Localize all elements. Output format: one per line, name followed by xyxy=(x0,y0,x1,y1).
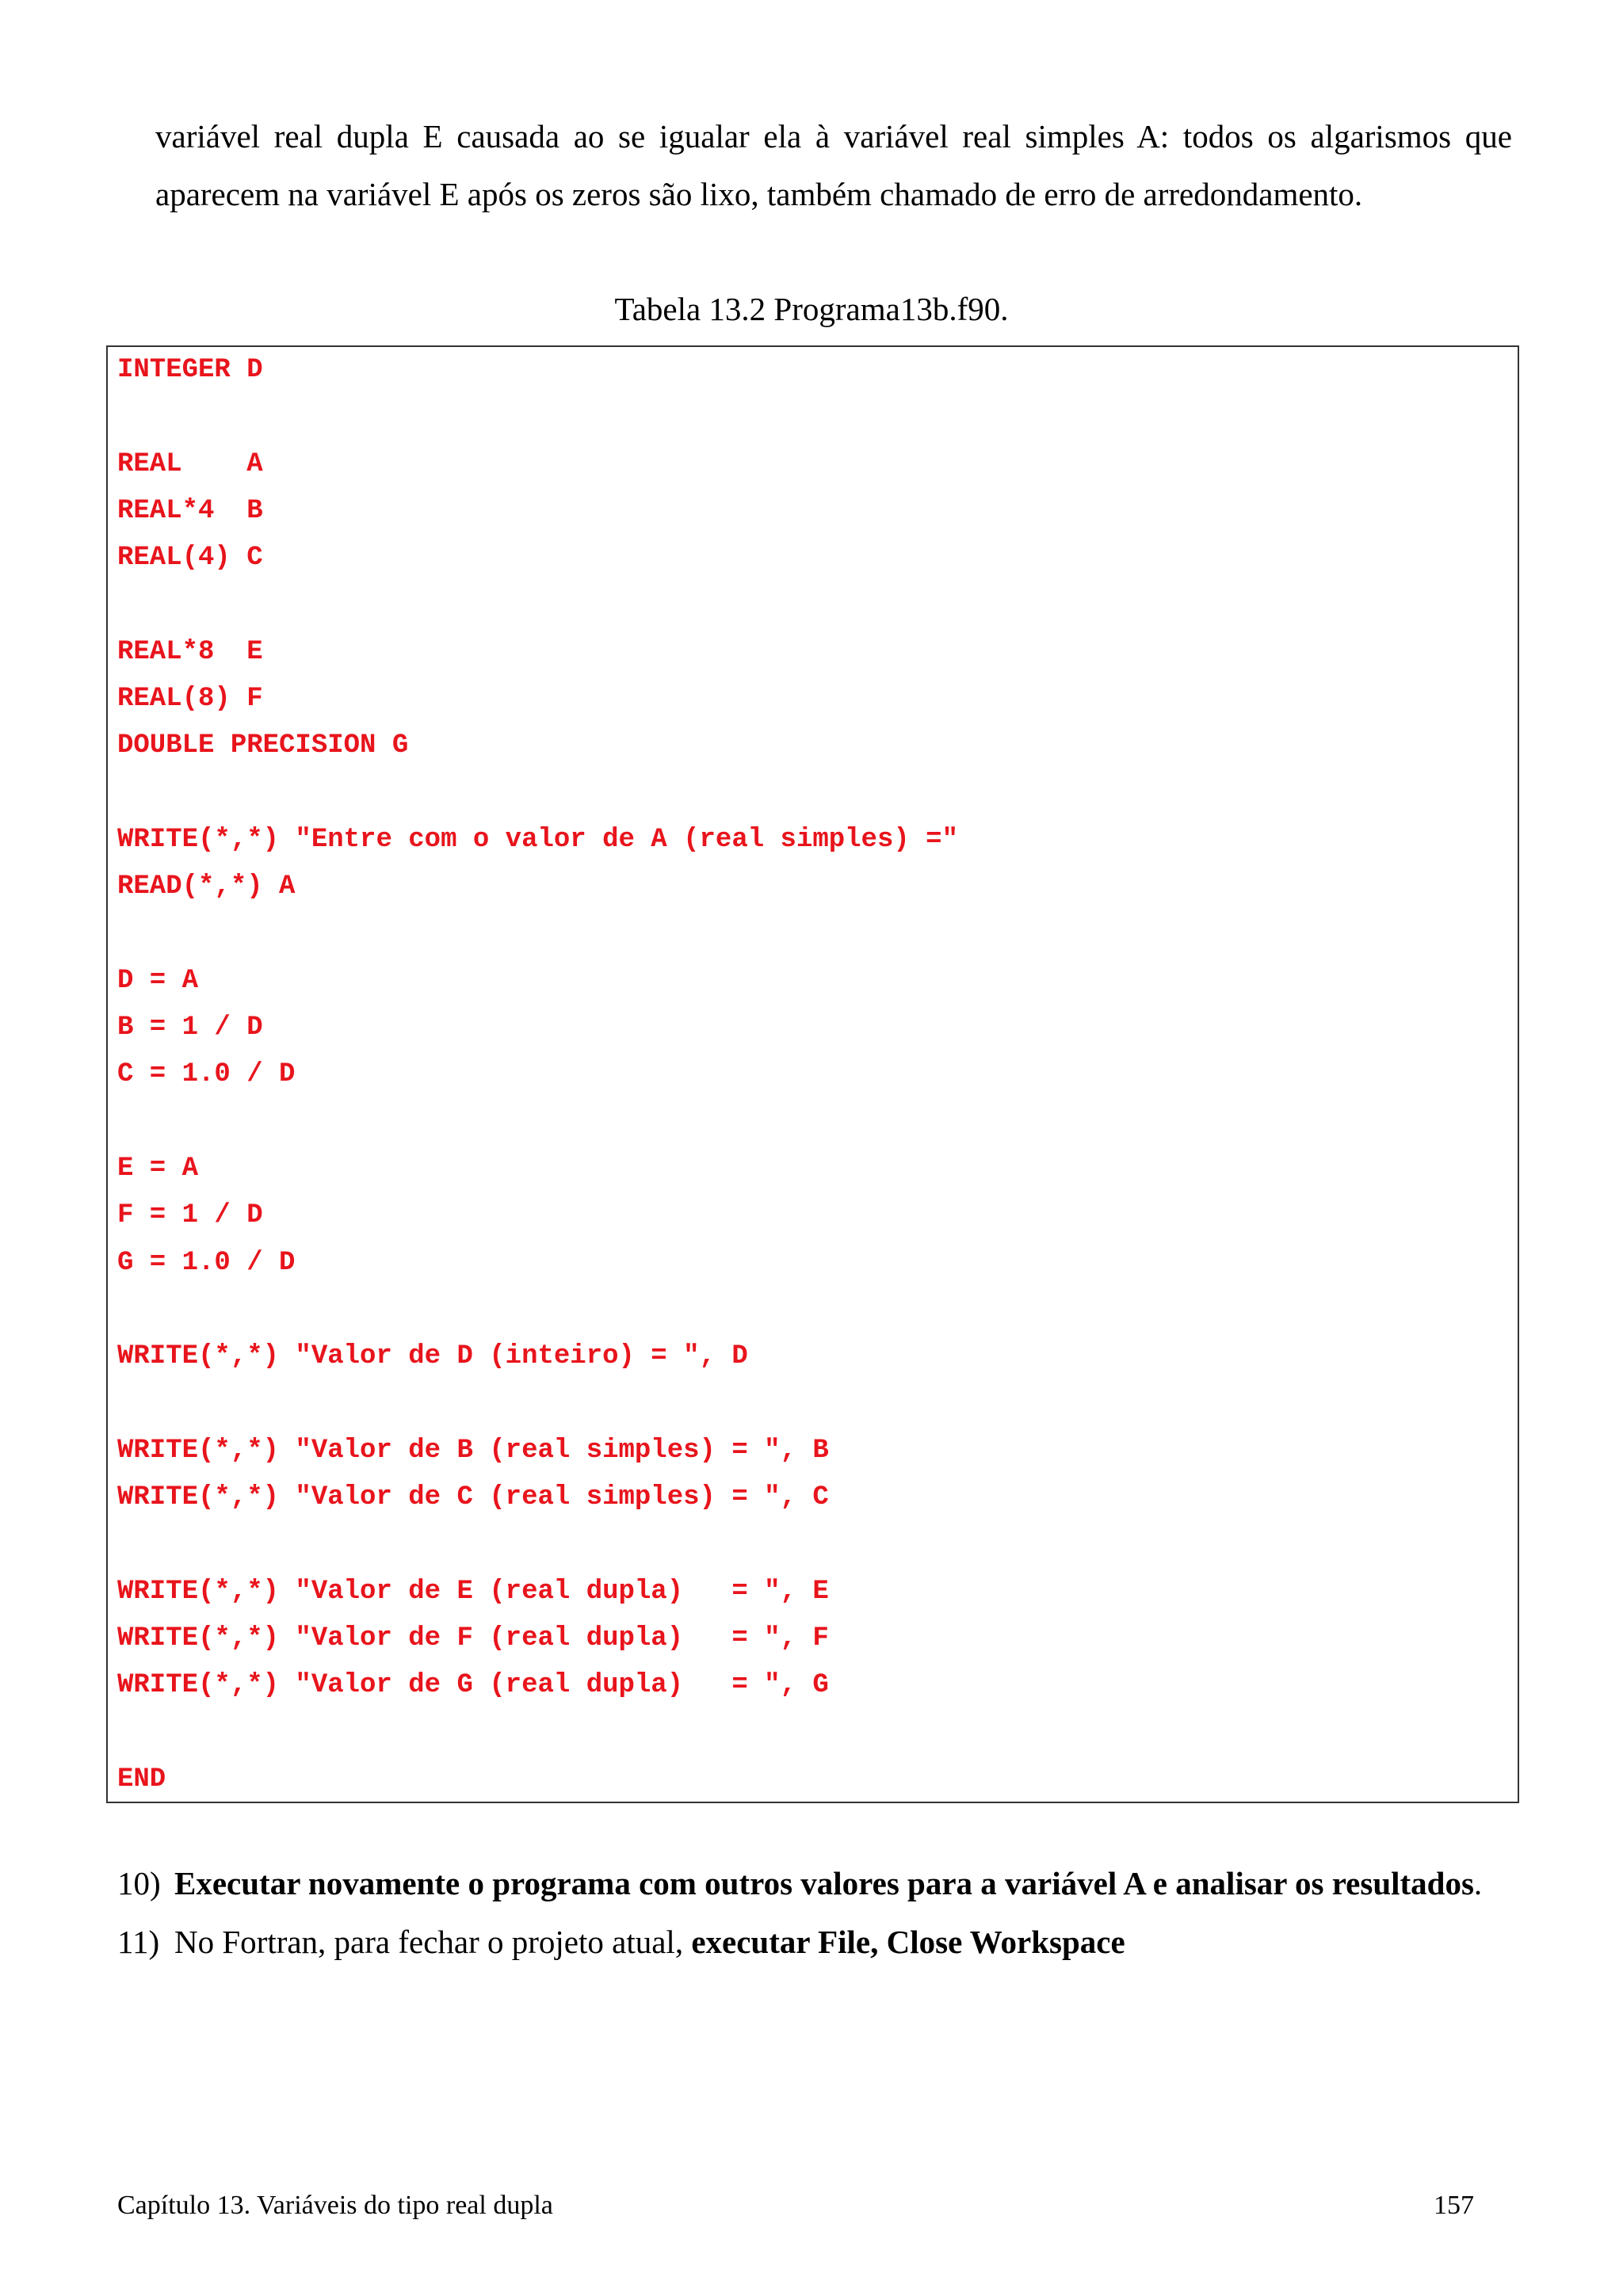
step-text: No Fortran, para fechar o projeto atual, xyxy=(174,1924,692,1960)
code-line: DOUBLE PRECISION G xyxy=(117,730,409,761)
code-line: REAL A xyxy=(117,448,263,479)
code-line: E = A xyxy=(117,1154,199,1184)
step-bold-text: Executar novamente o programa com outros valores para a variável A e analisar os resultados xyxy=(174,1865,1474,1901)
code-line xyxy=(117,582,1518,628)
code-line: REAL(4) C xyxy=(117,543,263,574)
code-line: WRITE(*,*) "Valor de F (real dupla) = ", F xyxy=(117,1623,829,1654)
code-line: WRITE(*,*) "Valor de D (inteiro) = ", D xyxy=(117,1341,748,1372)
code-line: WRITE(*,*) "Valor de C (real simples) = ", C xyxy=(117,1482,829,1513)
step-item xyxy=(117,1913,1528,1971)
code-line xyxy=(117,770,1518,817)
code-line xyxy=(117,394,1518,441)
code-line: REAL(8) F xyxy=(117,684,263,715)
step-item xyxy=(117,1854,1528,1913)
code-line xyxy=(117,1381,1518,1428)
code-line: READ(*,*) A xyxy=(117,871,296,902)
page-number: 157 xyxy=(1434,2191,1474,2220)
code-line: B = 1 / D xyxy=(117,1013,263,1043)
table-caption: Tabela 13.2 Programa13b.f90. xyxy=(614,291,1009,327)
step-tail: . xyxy=(1473,1865,1483,1901)
intro-paragraph: variável real dupla E causada ao se igualar ela à variável real simples A: todos os algarismos que aparecem na variável E após os zeros são lixo, também chamado de erro de arredondamento. xyxy=(155,118,1512,212)
code-line xyxy=(117,911,1518,958)
code-line: REAL*8 E xyxy=(117,636,263,667)
code-line: F = 1 / D xyxy=(117,1200,263,1231)
code-line: C = 1.0 / D xyxy=(117,1059,296,1090)
code-line: D = A xyxy=(117,965,199,996)
code-line xyxy=(117,1099,1518,1146)
code-line: REAL*4 B xyxy=(117,495,263,526)
code-listing-box xyxy=(106,345,1519,1803)
code-line: INTEGER D xyxy=(117,355,263,385)
code-line: END xyxy=(117,1764,166,1794)
code-line: WRITE(*,*) "Valor de B (real simples) = ", B xyxy=(117,1435,829,1466)
code-line xyxy=(117,1521,1518,1568)
step-number: 11) xyxy=(117,1924,160,1960)
code-line: WRITE(*,*) "Valor de G (real dupla) = ", G xyxy=(117,1670,829,1701)
steps-list xyxy=(117,1854,1528,1971)
step-number: 10) xyxy=(117,1865,161,1901)
code-line xyxy=(117,1710,1518,1756)
code-line: G = 1.0 / D xyxy=(117,1247,296,1278)
code-line: WRITE(*,*) "Entre com o valor de A (real simples) =" xyxy=(117,824,958,855)
footer-chapter-title: Capítulo 13. Variáveis do tipo real dupla xyxy=(117,2191,553,2220)
code-line xyxy=(117,1287,1518,1333)
step-bold-text: executar File, Close Workspace xyxy=(691,1924,1125,1960)
code-line: WRITE(*,*) "Valor de E (real dupla) = ", E xyxy=(117,1576,829,1607)
